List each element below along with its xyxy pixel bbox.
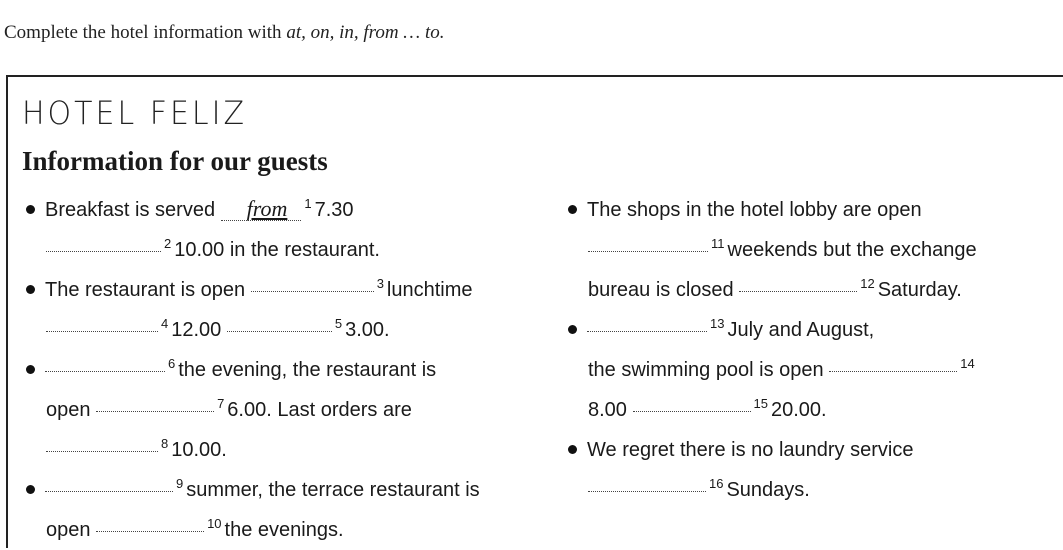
blank-number: 16 xyxy=(709,476,724,491)
answer-blank-8[interactable] xyxy=(46,429,158,452)
left-column xyxy=(26,190,546,550)
list-item-cont xyxy=(26,390,546,430)
item-text: 6.00. Last orders are xyxy=(227,399,412,421)
right-column xyxy=(568,190,1063,510)
blank-number: 10 xyxy=(207,516,222,531)
list-item-cont xyxy=(568,470,1063,510)
item-text: Saturday. xyxy=(877,279,962,301)
item-text: open xyxy=(46,399,91,421)
blank-number: 13 xyxy=(710,316,725,331)
item-text: The shops in the hotel lobby are open xyxy=(587,199,922,221)
list-item xyxy=(568,430,1063,470)
answer-blank-16[interactable] xyxy=(588,469,706,492)
item-text: the evenings. xyxy=(224,519,344,541)
list-item-cont xyxy=(26,310,546,350)
bullet-icon xyxy=(26,365,35,374)
bullet-icon xyxy=(568,205,577,214)
item-text: summer, the terrace restaurant is xyxy=(186,479,480,501)
list-item xyxy=(568,310,1063,350)
item-text: July and August, xyxy=(727,319,875,341)
answer-blank-13[interactable] xyxy=(587,309,707,332)
blank-number: 15 xyxy=(753,396,768,411)
item-text: Sundays. xyxy=(726,479,810,501)
blank-number: 9 xyxy=(176,476,184,491)
item-text: 10.00. xyxy=(171,439,227,461)
bullet-icon xyxy=(26,205,35,214)
blank-number: 6 xyxy=(168,356,176,371)
blank-number: 5 xyxy=(334,316,343,331)
answer-blank-3[interactable] xyxy=(251,269,374,292)
bullet-icon xyxy=(568,445,577,454)
list-item-cont xyxy=(568,270,1063,310)
bullet-icon xyxy=(26,285,35,294)
answer-blank-9[interactable] xyxy=(45,469,173,492)
answer-blank-10[interactable] xyxy=(96,509,204,532)
item-text: Breakfast is served xyxy=(45,199,216,221)
answer-blank-14[interactable] xyxy=(829,349,957,372)
item-text: 3.00. xyxy=(345,319,390,341)
item-text: open xyxy=(46,519,91,541)
answer-blank-2[interactable] xyxy=(46,229,161,252)
list-item xyxy=(568,190,1063,230)
list-item xyxy=(26,350,546,390)
info-subtitle: Information for our guests xyxy=(22,146,328,176)
item-text: 12.00 xyxy=(171,319,222,341)
item-text: the evening, the restaurant is xyxy=(178,359,437,381)
item-text: lunchtime xyxy=(386,279,473,301)
answer-blank-12[interactable] xyxy=(739,269,857,292)
answer-blank-4[interactable] xyxy=(46,309,158,332)
blank-number: 2 xyxy=(164,236,172,251)
blank-number: 4 xyxy=(161,316,169,331)
answer-blank-6[interactable] xyxy=(45,349,165,372)
instruction-text: Complete the hotel information with xyxy=(4,22,282,43)
bullet-icon xyxy=(26,485,35,494)
item-text: 10.00 in the restaurant. xyxy=(174,239,380,261)
instruction-options: at, on, in, from … to. xyxy=(286,22,445,43)
blank-number: 7 xyxy=(217,396,225,411)
item-text: The restaurant is open xyxy=(45,279,246,301)
item-text: bureau is closed xyxy=(588,279,734,301)
instruction xyxy=(4,22,444,44)
item-text: 7.30 xyxy=(314,199,354,221)
item-text: 20.00. xyxy=(770,399,827,421)
list-item-cont xyxy=(26,230,546,270)
item-text: 8.00 xyxy=(588,399,627,421)
list-item-cont xyxy=(26,510,546,550)
blank-number: 14 xyxy=(960,356,975,371)
hotel-name: HOTEL FELIZ xyxy=(22,94,248,133)
item-text: weekends but the exchange xyxy=(727,239,977,261)
answer-blank-15[interactable] xyxy=(633,389,751,412)
answer-blank-11[interactable] xyxy=(588,229,708,252)
list-item-cont xyxy=(26,430,546,470)
item-text: We regret there is no laundry service xyxy=(587,439,914,461)
list-item xyxy=(26,470,546,510)
item-text: the swimming pool is open xyxy=(588,359,824,381)
list-item-cont xyxy=(568,390,1063,430)
list-item-cont xyxy=(568,230,1063,270)
blank-number: 8 xyxy=(161,436,169,451)
list-item xyxy=(26,270,546,310)
answer-blank-5[interactable] xyxy=(227,309,332,332)
blank-number: 11 xyxy=(711,236,725,251)
bullet-icon xyxy=(568,325,577,334)
blank-number: 12 xyxy=(860,276,875,291)
answer-blank-1[interactable]: from xyxy=(221,198,302,221)
answer-blank-7[interactable] xyxy=(96,389,214,412)
list-item-cont xyxy=(568,350,1063,390)
blank-number: 3 xyxy=(376,276,384,291)
blank-number: 1 xyxy=(304,196,312,211)
list-item xyxy=(26,190,546,230)
